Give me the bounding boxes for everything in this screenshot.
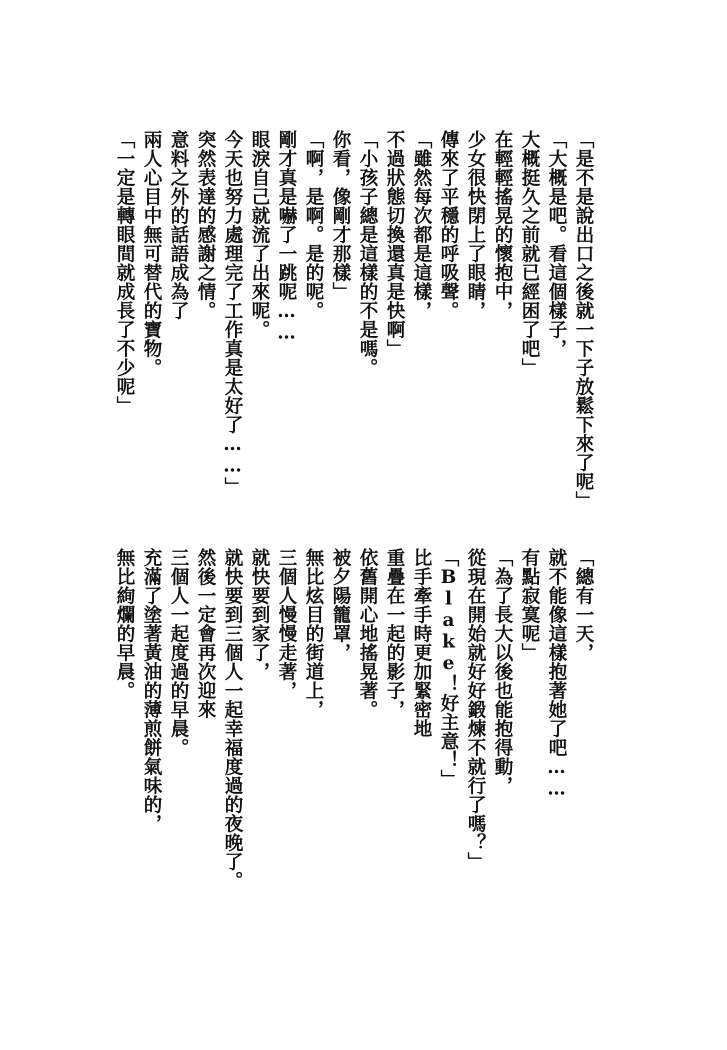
text-line: 就快要到三個人一起幸福度過的夜晚了。 [222, 548, 243, 890]
text-line: 「總有一天， [573, 548, 594, 662]
text-line: 然後一定會再次迎來 [195, 548, 216, 719]
text-line: 少女很快閉上了眼睛， [465, 130, 486, 320]
text-line: 「大概是吧。看這個樣子， [546, 130, 567, 358]
text-line: 在輕輕搖晃的懷抱中， [492, 130, 513, 320]
text-line: 依舊開心地搖晃著。 [357, 548, 378, 719]
top-text-block [111, 130, 597, 510]
text-line: 三個人一起度過的早晨。 [168, 548, 189, 757]
text-line: 「小孩子總是這樣的不是嗎。 [357, 130, 378, 377]
text-line: 「為了長大以後也能抱得動， [492, 548, 513, 795]
text-line: 兩人心目中無可替代的寶物。 [141, 130, 162, 377]
text-line: 你看，像剛才那樣」 [330, 130, 351, 301]
text-line: 意料之外的話語成為了 [168, 130, 189, 320]
text-line: 比手牽手時更加緊密地 [411, 548, 432, 738]
text-line: 不過狀態切換還真是快啊」 [384, 130, 405, 358]
text-line: 就不能像這樣抱著她了吧…… [546, 548, 567, 800]
text-line: 剛才真是嚇了一跳呢…… [276, 130, 297, 344]
bottom-text-block [111, 548, 597, 928]
text-line: 無比炫目的街道上， [303, 548, 324, 719]
text-line: 「啊，是啊。是的呢。 [303, 130, 324, 320]
text-line: 眼淚自己就流了出來呢。 [249, 130, 270, 339]
text-line: 被夕陽籠罩， [330, 548, 351, 662]
text-line: 「一定是轉眼間就成長了不少呢」 [114, 130, 135, 415]
text-line: 今天也努力處理完了工作真是太好了……」 [222, 130, 243, 496]
text-line: 「雖然每次都是這樣， [411, 130, 432, 320]
text-line: 大概挺久之前就已經困了吧」 [519, 130, 540, 377]
text-line: 有點寂寞呢」 [519, 548, 540, 662]
text-line: 「Blake！好主意！」 [438, 548, 459, 789]
text-line: 「是不是說出口之後就一下子放鬆下來了呢」 [573, 130, 594, 510]
text-line: 從現在開始就好好鍛煉不就行了嗎？」 [465, 548, 486, 871]
text-line: 無比絢爛的早晨。 [114, 548, 135, 700]
text-line: 傳來了平穩的呼吸聲。 [438, 130, 459, 320]
text-line: 突然表達的感謝之情。 [195, 130, 216, 320]
text-line: 重疊在一起的影子， [384, 548, 405, 719]
text-line: 充滿了塗著黃油的薄煎餅氣味的， [141, 548, 162, 833]
text-line: 三個人慢慢走著， [276, 548, 297, 700]
text-line: 就快要到家了， [249, 548, 270, 681]
